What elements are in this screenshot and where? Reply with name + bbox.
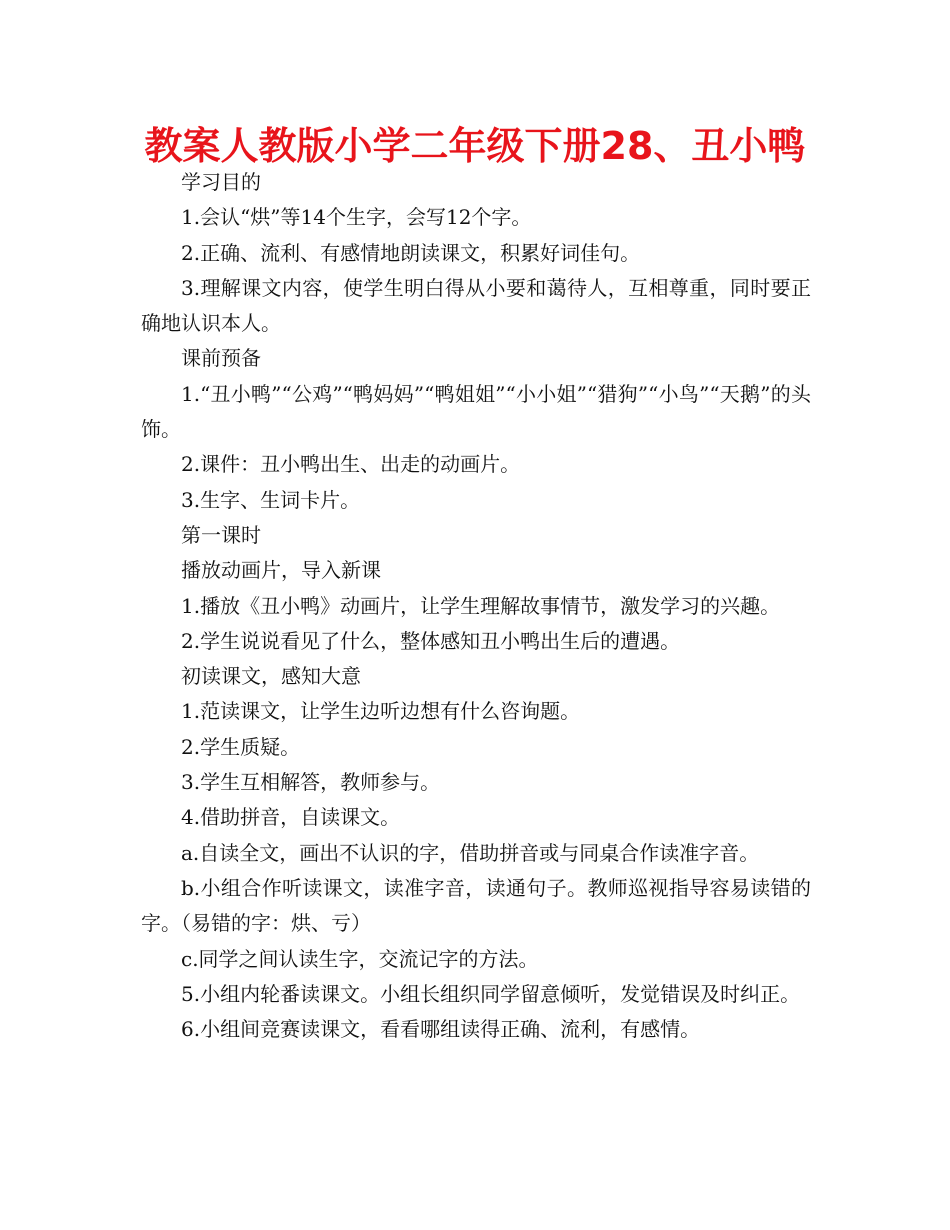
section-heading-first-lesson: 第一课时 [181,522,261,547]
document-body [141,165,811,1047]
subheading: 初读课文，感知大意 [181,664,361,689]
paragraph: b.小组合作听读课文，读准字音，读通句子。教师巡视指导容易读错的字。（易错的字：烘、亏） [141,875,811,936]
paragraph: 3.学生互相解答，教师参与。 [181,770,441,795]
paragraph: a.自读全文，画出不认识的字，借助拼音或与同桌合作读准字音。 [181,840,760,865]
paragraph: 1.“丑小鸭”“公鸡”“鸭妈妈”“鸭姐姐”“小小姐”“猎狗”“小鸟”“天鹅”的头饰。 [141,381,811,442]
document-title: 教案人教版小学二年级下册28、丑小鸭 [144,124,806,168]
paragraph: 1.会认“烘”等14个生字，会写12个字。 [181,205,532,230]
paragraph: 3.理解课文内容，使学生明白得从小要和蔼待人，互相尊重，同时要正确地认识本人。 [141,275,811,336]
subheading: 播放动画片，导入新课 [181,558,381,583]
paragraph: 6.小组间竞赛读课文，看看哪组读得正确、流利，有感情。 [181,1017,701,1042]
paragraph: 1.播放《丑小鸭》动画片，让学生理解故事情节，激发学习的兴趣。 [181,593,781,618]
paragraph: 2.学生质疑。 [181,734,301,759]
paragraph: 2.学生说说看见了什么，整体感知丑小鸭出生后的遭遇。 [181,628,681,653]
paragraph: 5.小组内轮番读课文。小组长组织同学留意倾听，发觉错误及时纠正。 [181,981,801,1006]
paragraph: 2.正确、流利、有感情地朗读课文，积累好词佳句。 [181,240,641,265]
paragraph: 1.范读课文，让学生边听边想有什么咨询题。 [181,699,581,724]
paragraph: 3.生字、生词卡片。 [181,487,361,512]
paragraph: 2.课件：丑小鸭出生、出走的动画片。 [181,452,521,477]
section-heading-preparation: 课前预备 [181,346,261,371]
paragraph: c.同学之间认读生字，交流记字的方法。 [181,946,539,971]
paragraph: 4.借助拼音，自读课文。 [181,805,401,830]
section-heading-objectives: 学习目的 [181,170,261,194]
